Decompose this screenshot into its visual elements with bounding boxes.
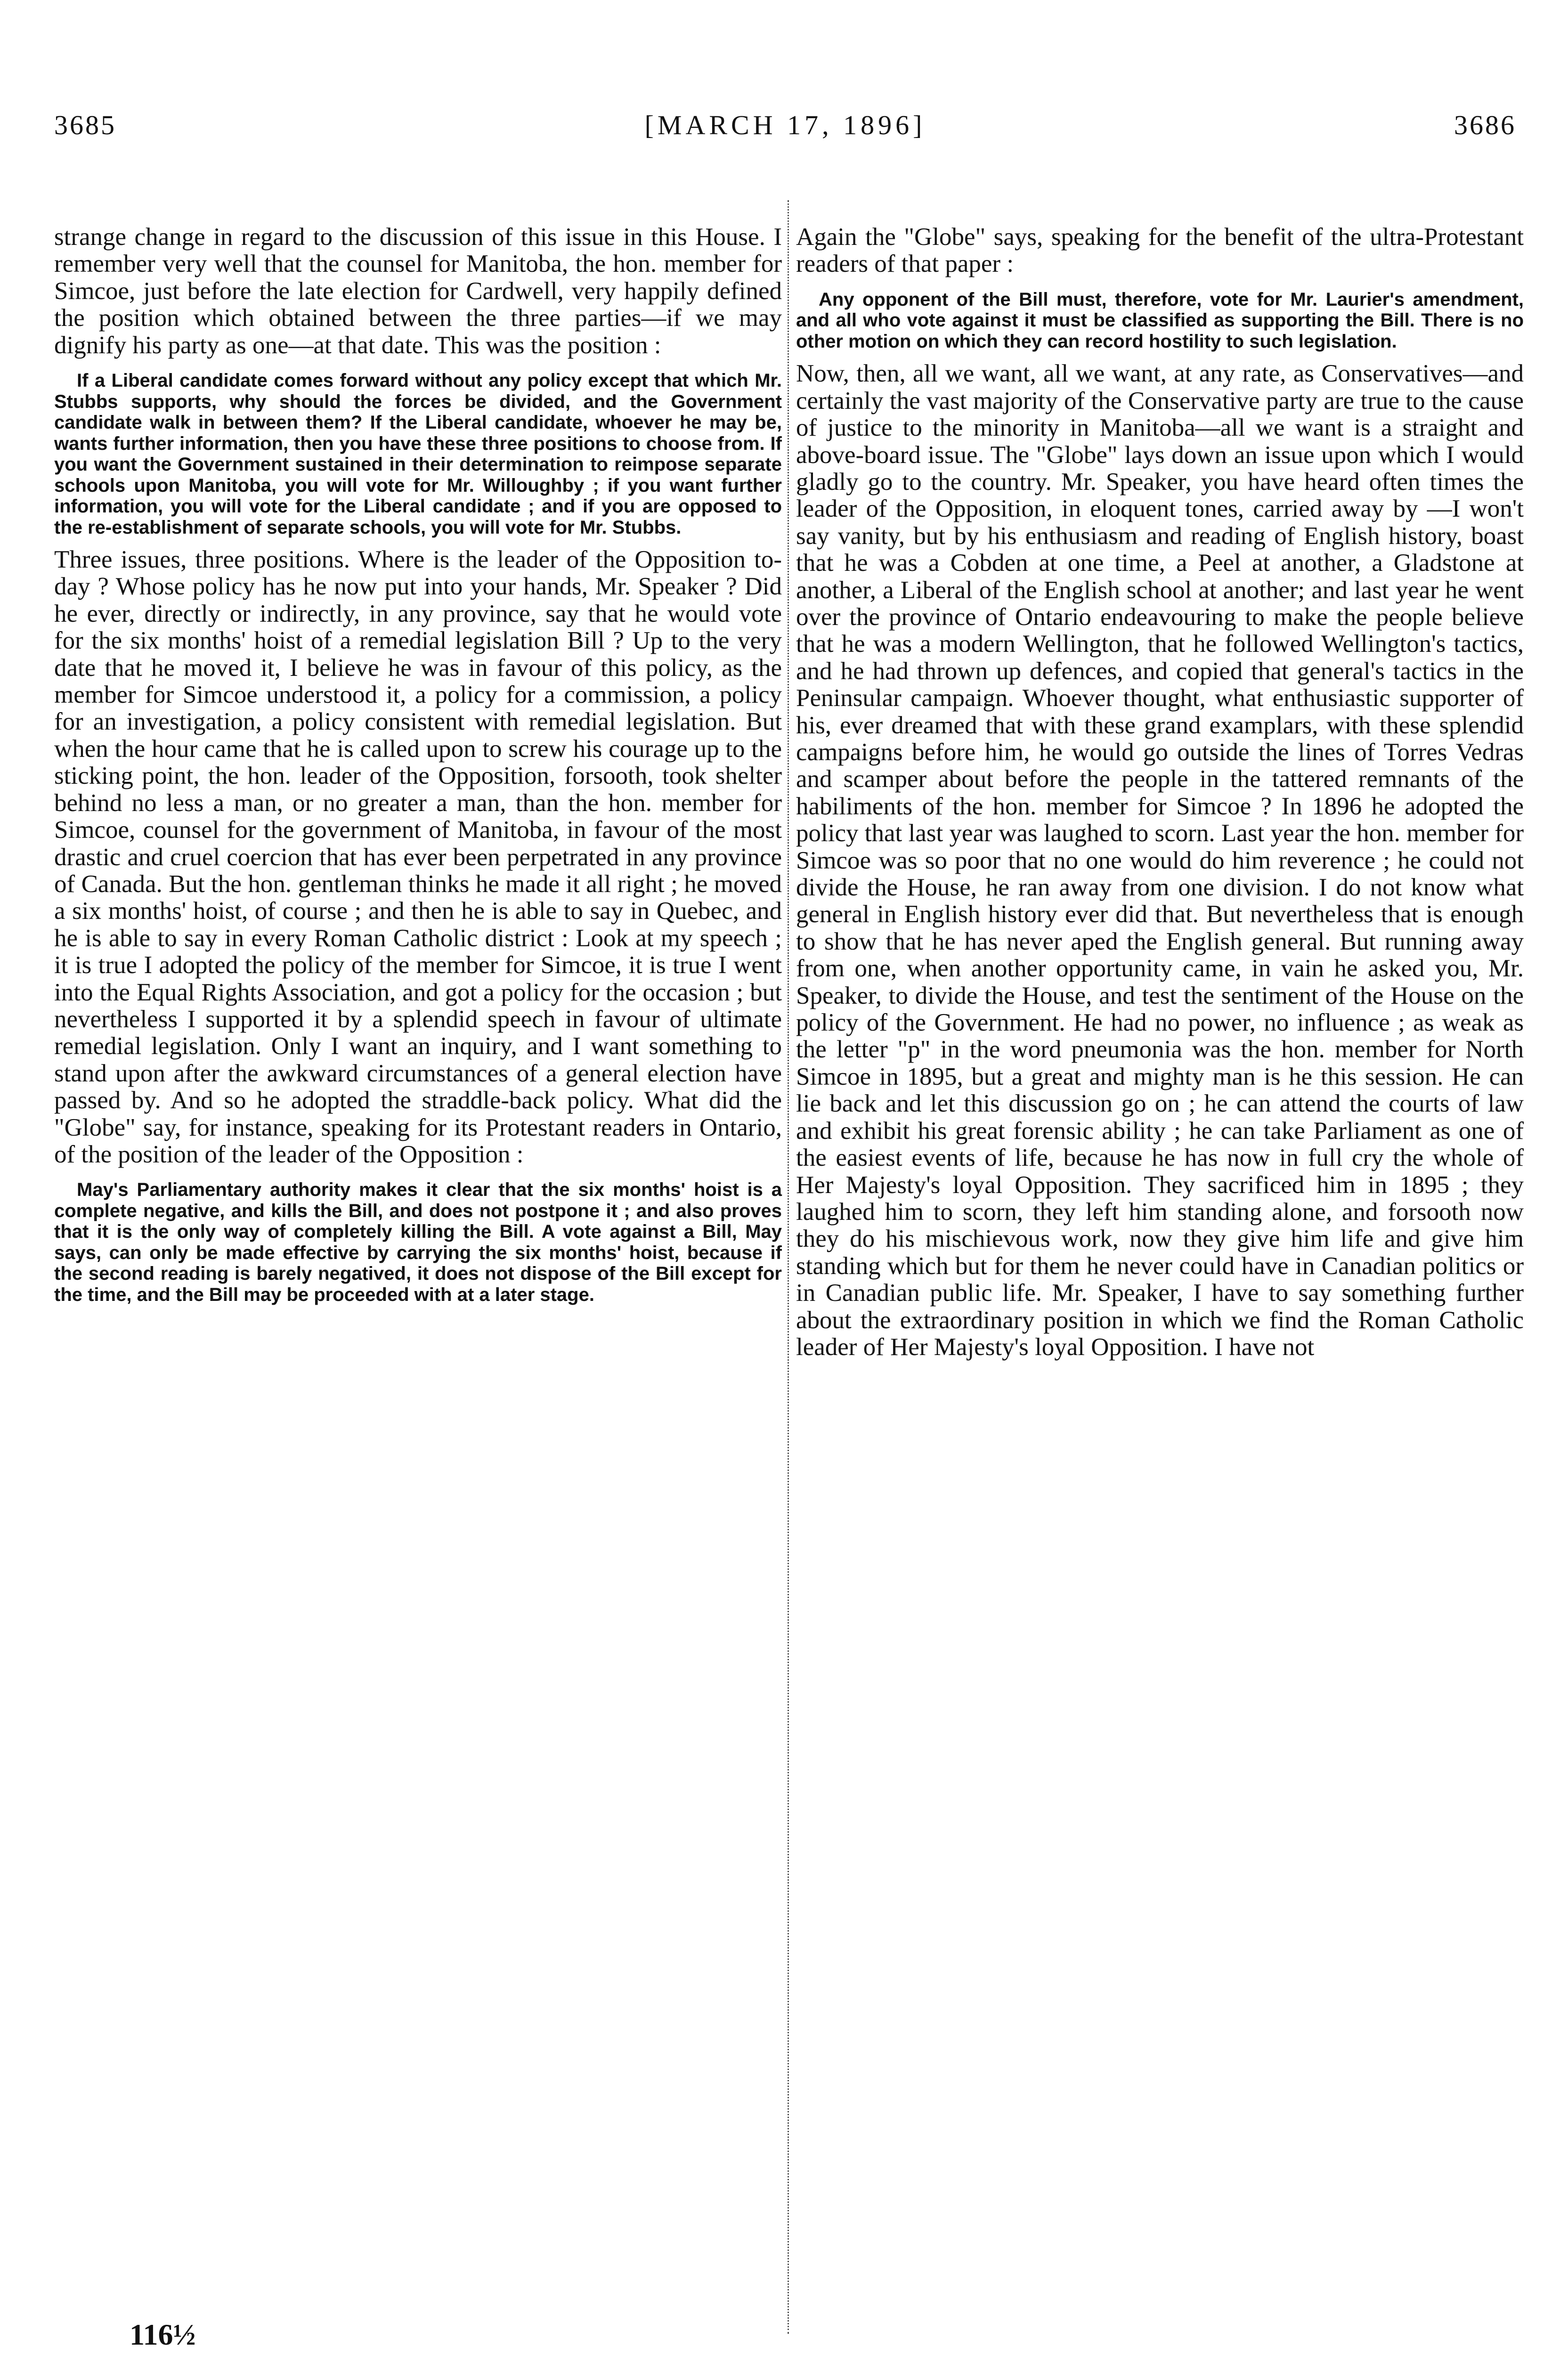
right-quote-1-text: Any opponent of the Bill must, therefore, vote for Mr. Laurier's amendment, and all who vote against it must be classified as supporting the Bill. There is no other motion on which they can record hostility to such legislation. bbox=[796, 289, 1524, 352]
left-paragraph-1: strange change in regard to the discussion of this issue in this House. I remember very well that the counsel for Manitoba, the hon. member for Simcoe, just before the late election for Cardwell, very happily defined the position which obtained between the three parties—if we may dignify his party as one—at that date. This was the position : bbox=[54, 223, 782, 359]
left-quote-2-text: May's Parliamentary authority makes it clear that the six months' hoist is a complete negative, and kills the Bill, and does not postpone it ; and also proves that it is the only way of completely killing the Bill. A vote against a Bill, May says, can only be made effective by carrying the six months' hoist, because if the second reading is barely negatived, it does not dispose of the Bill except for the time, and the Bill may be proceeded with at a later stage. bbox=[54, 1179, 782, 1305]
right-paragraph-1: Again the "Globe" says, speaking for the benefit of the ultra-Protestant readers of that paper : bbox=[796, 223, 1524, 278]
left-quote-1 bbox=[54, 370, 782, 538]
right-page-number: 3686 bbox=[1454, 109, 1516, 140]
left-page-number: 3685 bbox=[54, 109, 116, 140]
left-paragraph-2: Three issues, three positions. Where is the leader of the Opposition to-day ? Whose policy has he now put into your hands, Mr. Speaker ? Did he ever, directly or indirectly, in any province, say that he would vote for the six months' hoist of a remedial legislation Bill ? Up to the very date that he moved it, I believe he was in favour of this policy, as the member for Simcoe understood it, a policy for a commission, a policy for an investigation, a policy consistent with remedial legislation. But when the hour came that he is called upon to screw his courage up to the sticking point, the hon. leader of the Opposition, forsooth, took shelter behind no less a man, or no greater a man, than the hon. member for Simcoe, counsel for the government of Manitoba, in favour of the most drastic and cruel coercion that has ever been perpetrated in any province of Canada. But the hon. gentleman thinks he made it all right ; he moved a six months' hoist, of course ; and then he is able to say in Quebec, and he is able to say in every Roman Catholic district : Look at my speech ; it is true I adopted the policy of the member for Simcoe, it is true I went into the Equal Rights Association, and got a policy for the occasion ; but nevertheless I supported it by a splendid speech in favour of ultimate remedial legislation. Only I want an inquiry, and I want something to stand upon after the awkward circumstances of a general election have passed by. And so he adopted the straddle-back policy. What did the "Globe" say, for instance, speaking for its Protestant readers in Ontario, of the position of the leader of the Opposition : bbox=[54, 546, 782, 1168]
left-quote-1-text: If a Liberal candidate comes forward without any policy except that which Mr. Stubbs supports, why should the forces be divided, and the Government candidate walk in between them? If the Liberal candidate, whoever he may be, wants further information, then you have these three positions to choose from. If you want the Government sustained in their determination to reimpose separate schools upon Manitoba, you will vote for Mr. Willoughby ; if you want further information, you will vote for the Liberal candidate ; and if you are opposed to the re-establishment of separate schools, you will vote for Mr. Stubbs. bbox=[54, 370, 782, 538]
left-column bbox=[54, 224, 782, 1314]
page-header bbox=[54, 106, 1516, 144]
right-paragraph-2: Now, then, all we want, all we want, at any rate, as Conservatives—and certainly the vast majority of the Conservative party are true to the cause of justice to the minority in Manitoba—all we want is a straight and above-board issue. The "Globe" lays down an issue upon which I would gladly go to the country. Mr. Speaker, you have heard often times the leader of the Opposition, in eloquent tones, carried away by —I won't say vanity, but by his enthusiasm and reading of English history, boast that he was a Cobden at one time, a Peel at another, a Gladstone at another, a Liberal of the English school at another; and last year he went over the province of Ontario endeavouring to make the people believe that he was a modern Wellington, that he followed Wellington's tactics, and he had thrown up defences, and copied that general's tactics in the Peninsular campaign. Whoever thought, what enthusiastic supporter of his, ever dreamed that with these grand examplars, with these splendid campaigns before him, he would go outside the lines of Torres Vedras and scamper about before the people in the tattered remnants of the habiliments of the hon. member for Simcoe ? In 1896 he adopted the policy that last year was laughed to scorn. Last year the hon. member for Simcoe was so poor that no one would do him reverence ; he could not divide the House, he ran away from one division. I do not know what general in English history ever did that. But nevertheless that is enough to show that he has never aped the English general. But running away from one, when another opportunity came, in vain he asked you, Mr. Speaker, to divide the House, and test the sentiment of the House on the policy of the Government. He had no power, no influence ; as weak as the letter "p" in the word pneumonia was the hon. member for North Simcoe in 1895, but a great and mighty man is he this session. He can lie back and let this discussion go on ; he can attend the courts of law and exhibit his great forensic ability ; he can take Parliament as one of the easiest events of life, because he has now in full cry the whole of Her Majesty's loyal Opposition. They sacrificed him in 1895 ; they laughed him to scorn, they left him standing alone, and forsooth now they do his mischievous work, now they give him life and give him standing which but for them he never could have in Canadian politics or in Canadian public life. Mr. Speaker, I have to say something further about the extraordinary position in which we find the Roman Catholic leader of Her Majesty's loyal Opposition. I have not bbox=[796, 360, 1524, 1361]
signature-mark: 116½ bbox=[130, 2318, 196, 2351]
left-quote-2 bbox=[54, 1179, 782, 1305]
column-divider bbox=[788, 200, 789, 2334]
right-quote-1 bbox=[796, 289, 1524, 352]
right-column bbox=[796, 224, 1524, 1361]
header-date: [MARCH 17, 1896] bbox=[644, 109, 926, 140]
